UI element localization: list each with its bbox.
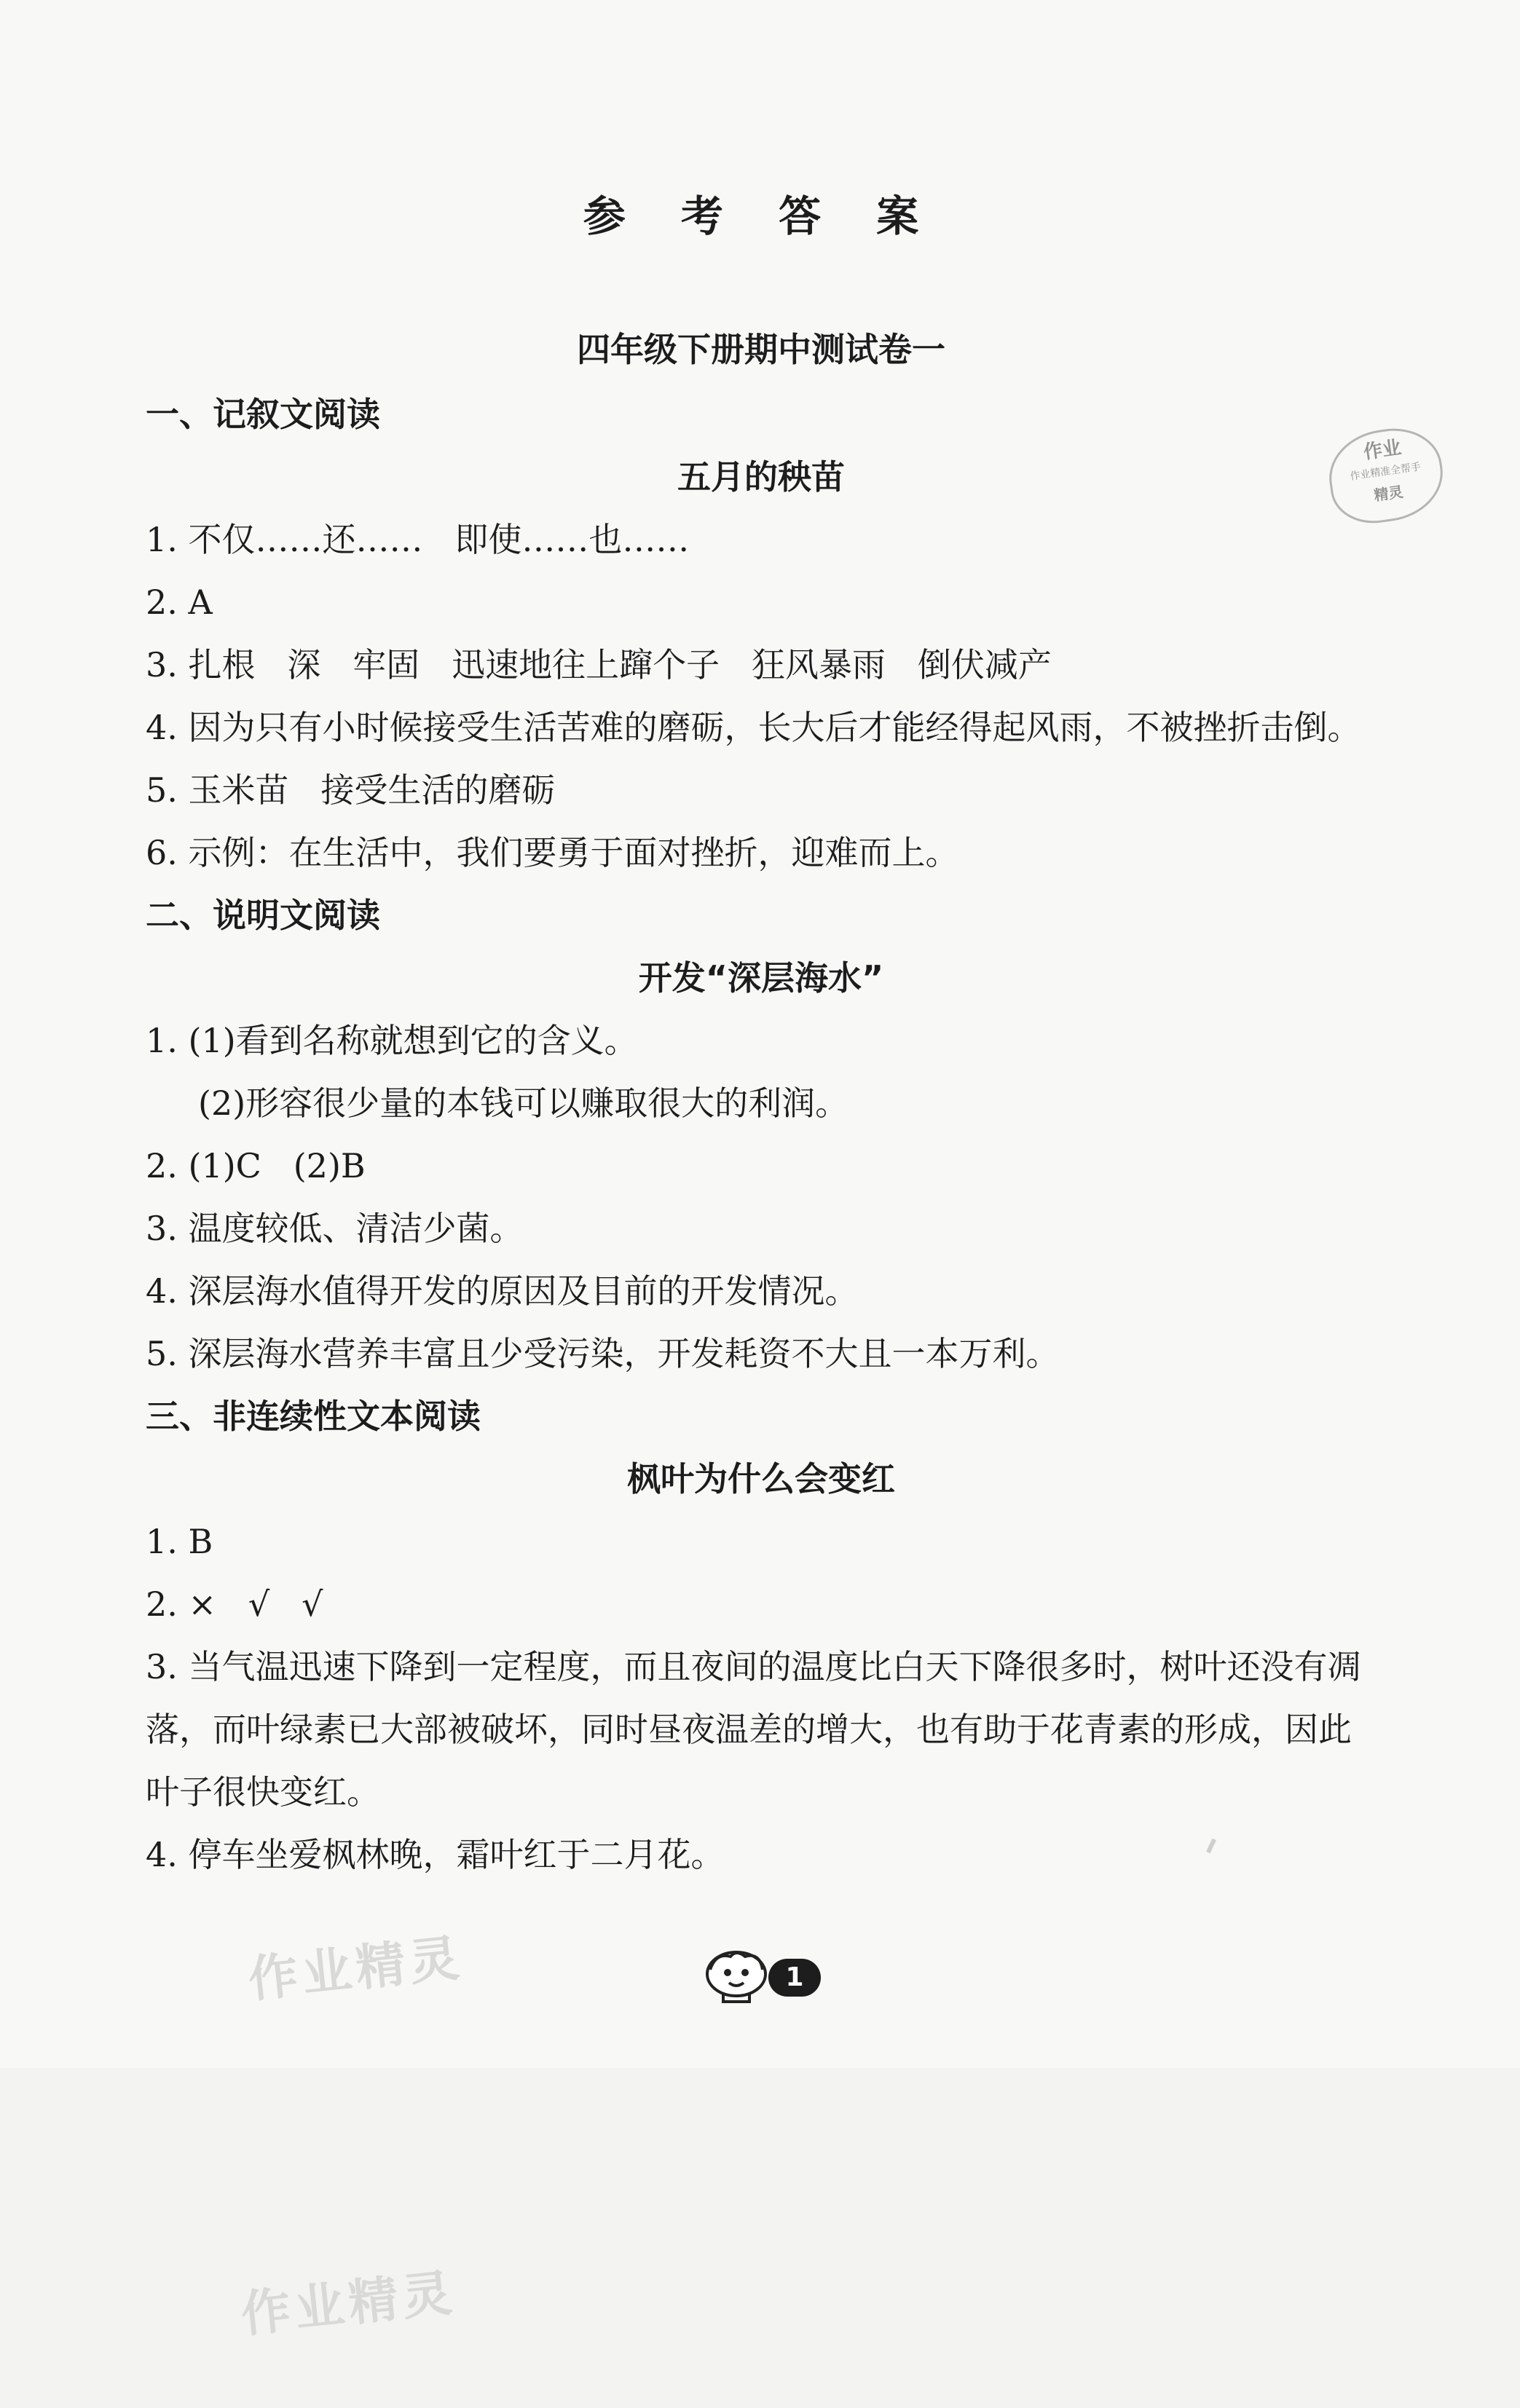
article-title-seedlings: 五月的秧苗	[677, 457, 845, 497]
answer-item: 3. 当气温迅速下降到一定程度，而且夜间的温度比白天下降很多时，树叶还没有凋落，而叶绿素已大部被破坏，同时昼夜温差的增大，也有助于花青素的形成，因此叶子很快变红。	[146, 1647, 1361, 1812]
stamp-line: 精灵	[1373, 483, 1404, 505]
answer-item: 4. 深层海水值得开发的原因及目前的开发情况。	[146, 1271, 859, 1311]
section-heading-narrative: 一、记叙文阅读	[146, 395, 380, 434]
section-heading-expository: 二、说明文阅读	[146, 896, 380, 935]
watermark: 作业精灵	[245, 1929, 466, 2010]
page-title: 参 考 答 案	[583, 192, 940, 241]
answer-item: 4. 因为只有小时候接受生活苦难的磨砺，长大后才能经得起风雨，不被挫折击倒。	[146, 708, 1361, 747]
article-title-deep-sea-water: 开发“深层海水”	[638, 958, 884, 998]
answer-item: 3. 扎根 深 牢固 迅速地往上蹿个子 狂风暴雨 倒伏减产	[146, 645, 1052, 684]
answer-item: 1. 不仅……还…… 即使……也……	[146, 520, 690, 559]
answer-item: 1. (1)看到名称就想到它的含义。	[146, 1021, 638, 1060]
watermark: 作业精灵	[238, 2264, 459, 2345]
answer-content	[146, 182, 1377, 1886]
exam-title: 四年级下册期中测试卷一	[577, 330, 945, 369]
answer-item: 5. 玉米苗 接受生活的磨砺	[146, 770, 556, 810]
page-number-badge	[696, 1948, 827, 2006]
answer-item: (2)形容很少量的本钱可以赚取很大的利润。	[198, 1083, 849, 1123]
stamp-line: 作业精准全帮手	[1349, 461, 1422, 483]
answer-item: 2. A	[146, 583, 213, 622]
answer-item: 1. B	[146, 1522, 213, 1561]
article-title-maple-leaves: 枫叶为什么会变红	[627, 1459, 895, 1499]
answer-item: 6. 示例：在生活中，我们要勇于面对挫折，迎难而上。	[146, 833, 959, 872]
answer-item: 5. 深层海水营养丰富且少受污染，开发耗资不大且一本万利。	[146, 1334, 1060, 1373]
section-heading-noncontinuous: 三、非连续性文本阅读	[146, 1397, 481, 1436]
stamp-line: 作业	[1362, 436, 1403, 464]
page-number: 1	[768, 1959, 821, 1997]
answer-item: 2. (1)C (2)B	[146, 1146, 366, 1185]
answer-item: 2. × √ √	[146, 1584, 323, 1624]
answer-item: 3. 温度较低、清洁少菌。	[146, 1209, 524, 1248]
answer-item: 4. 停车坐爱枫林晚，霜叶红于二月花。	[146, 1835, 725, 1874]
mascot-icon	[701, 1948, 771, 2003]
